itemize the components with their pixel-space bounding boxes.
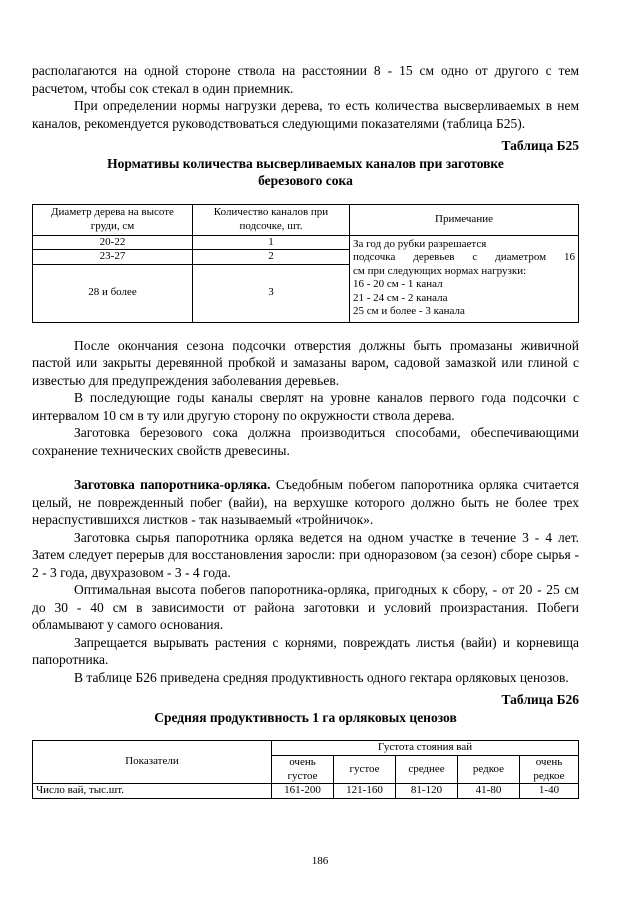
note-line: подсочка деревьев с диаметром 16: [353, 251, 575, 263]
table-b25-cell-diameter: 28 и более: [33, 264, 193, 322]
paragraph-after-season: После окончания сезона подсочки отверстия должны быть промазаны живичной пастой или закрыты деревянной пробкой и замазаны варом, садовой замазкой или глиной с известью для предупреждения заболевания деревьев.: [32, 337, 579, 388]
note-line: За год до рубки разрешается: [353, 237, 487, 250]
table-b26-cell: 161-200: [272, 784, 334, 799]
fern-heading: Заготовка папоротника-орляка.: [74, 477, 271, 492]
document-page: [32, 0, 579, 799]
table-b26-cell: 81-120: [396, 784, 458, 799]
table-b26-row-label: Число вай, тыс.шт.: [33, 784, 272, 799]
table-b26-header-density: Густота стояния вай: [272, 741, 579, 756]
page-number: 186: [311, 855, 329, 867]
note-line: 21 - 24 см - 2 канала: [353, 291, 448, 304]
table-b25-cell-diameter: 23-27: [33, 250, 193, 265]
note-line: 16 - 20 см - 1 канал: [353, 278, 443, 290]
table-b25-header-channels: Количество каналов при подсочке, шт.: [193, 204, 350, 235]
table-b25-cell-diameter: 20-22: [33, 235, 193, 250]
table-b25-cell-channels: 2: [193, 250, 350, 265]
table-b26-density-col: густое: [334, 756, 396, 784]
table-b25-note: [350, 235, 579, 322]
table-b26-density-col: очень густое: [272, 756, 334, 784]
table-b25-title-line1: Нормативы количества высверливаемых каналов при заготовке: [107, 155, 504, 171]
paragraph-top: располагаются на одной стороне ствола на расстоянии 8 - 15 см одно от другого с тем расчетом, чтобы сок стекал в один приемник.: [32, 63, 579, 96]
paragraph-harvest: Заготовка березового сока должна производиться способами, обеспечивающими сохранение технических свойств древесины.: [32, 425, 579, 458]
paragraph-fern-5: В таблице Б26 приведена средняя продуктивность одного гектара орляковых ценозов.: [74, 669, 569, 685]
table-b26-density-col: очень редкое: [520, 756, 579, 784]
table-b25-header-diameter: Диаметр дерева на высоте груди, см: [33, 204, 193, 235]
table-b25-title-line2: березового сока: [258, 173, 353, 188]
table-b26-header-indicators: Показатели: [33, 741, 272, 784]
table-b26-density-col: среднее: [396, 756, 458, 784]
table-b25: [32, 204, 579, 323]
paragraph-fern-3: Оптимальная высота побегов папоротника-орляка, пригодных к сбору, - от 20 - 25 см до 30 - 40 см в зависимости от района заготовки и условий произрастания. Побеги обламывают у самого основания.: [32, 582, 579, 632]
paragraph-next-years: В последующие годы каналы сверлят на уровне каналов первого года подсочки с интервалом 10 см в ту или другую сторону по окружности ствола дерева.: [32, 390, 579, 423]
table-b25-header-note: Примечание: [350, 204, 579, 235]
paragraph-fern-intro: [32, 476, 579, 529]
table-b26-label: Таблица Б26: [501, 692, 579, 707]
fern-intro-text: Съедобным побегом папоротника орляка считается целый, не поврежденный побег (вайи), на верхушке которого должно быть не более трех нераспустившихся листков - так называемый «тройничок».: [32, 477, 579, 527]
table-b26-cell: 121-160: [334, 784, 396, 799]
table-b26-cell: 41-80: [458, 784, 520, 799]
table-b26: [32, 740, 579, 799]
note-line: 25 см и более - 3 канала: [353, 305, 465, 317]
table-b25-cell-channels: 1: [193, 235, 350, 250]
paragraph-norm: При определении нормы нагрузки дерева, то есть количества высверливаемых в нем каналов, рекомендуется руководствоваться следующими показателями (таблица Б25).: [32, 98, 579, 131]
table-b26-cell: 1-40: [520, 784, 579, 799]
table-b25-label: Таблица Б25: [501, 138, 579, 153]
paragraph-fern-2: Заготовка сырья папоротника орляка ведется на одном участке в течение 3 - 4 лет. Затем следует перерыв для восстановления заросли: при одноразовом (за сезон) сборе сырья - 2 - 3 года, двухразовом - 3 - 4 года.: [32, 529, 579, 580]
paragraph-fern-4: Запрещается вырывать растения с корнями, повреждать листья (вайи) и корневища папоротника.: [32, 634, 579, 667]
table-b25-cell-channels: 3: [193, 264, 350, 322]
table-b26-title: Средняя продуктивность 1 га орляковых ценозов: [154, 709, 457, 725]
table-b26-density-col: редкое: [458, 756, 520, 784]
note-line: см при следующих нормах нагрузки:: [353, 264, 527, 277]
